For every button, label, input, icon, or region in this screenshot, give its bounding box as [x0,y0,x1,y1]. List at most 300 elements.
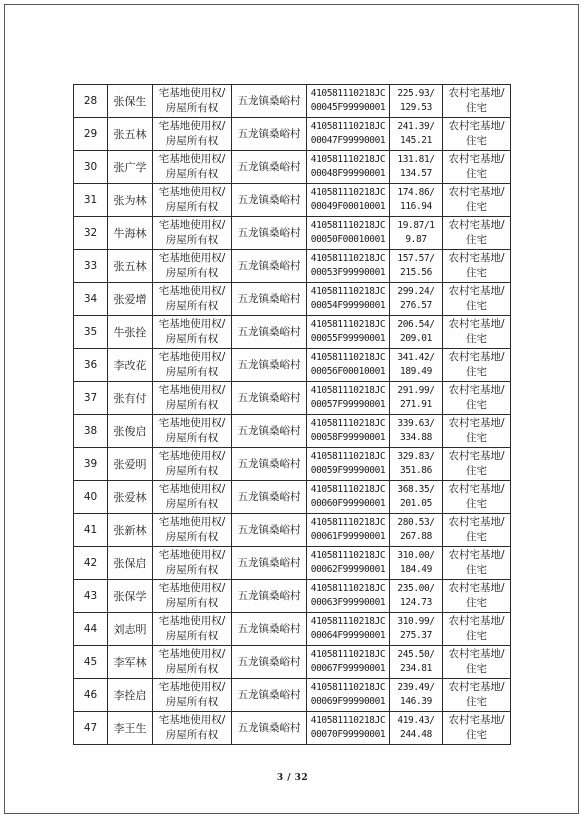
right-type-line-1: 宅基地使用权/ [158,120,226,132]
parcel-code-line-2: 00058F99990001 [310,432,386,443]
row-number-cell: 41 [74,514,108,547]
location-cell: 五龙镇桑峪村 [232,349,307,382]
table-row [74,151,511,184]
owner-name-cell: 李改花 [108,349,153,382]
right-type-cell [153,349,232,382]
area-line-2: 334.88 [400,432,432,443]
row-number-cell: 42 [74,547,108,580]
land-use-line-1: 农村宅基地/ [448,648,505,660]
parcel-code-cell [307,646,390,679]
table-row [74,316,511,349]
area-cell [390,580,443,613]
owner-name-cell: 张保启 [108,547,153,580]
right-type-line-1: 宅基地使用权/ [158,285,226,297]
area-line-1: 239.49/ [397,682,435,693]
row-number-cell: 34 [74,283,108,316]
parcel-code-cell [307,250,390,283]
land-use-cell [443,151,511,184]
right-type-line-1: 宅基地使用权/ [158,615,226,627]
land-use-cell [443,580,511,613]
table-row [74,481,511,514]
right-type-line-2: 房屋所有权 [165,267,219,279]
area-line-2: 184.49 [400,564,432,575]
location-cell: 五龙镇桑峪村 [232,316,307,349]
right-type-line-1: 宅基地使用权/ [158,252,226,264]
right-type-line-1: 宅基地使用权/ [158,714,226,726]
right-type-line-2: 房屋所有权 [165,498,219,510]
right-type-line-2: 房屋所有权 [165,300,219,312]
owner-name-cell: 张新林 [108,514,153,547]
owner-name-cell: 张为林 [108,184,153,217]
land-use-cell [443,118,511,151]
row-number-cell: 38 [74,415,108,448]
right-type-cell [153,316,232,349]
right-type-cell [153,646,232,679]
right-type-line-2: 房屋所有权 [165,135,219,147]
parcel-code-line-1: 410581110218JC [310,682,386,693]
land-use-line-2: 住宅 [466,399,487,411]
right-type-cell [153,547,232,580]
right-type-line-2: 房屋所有权 [165,102,219,114]
right-type-line-1: 宅基地使用权/ [158,153,226,165]
right-type-line-2: 房屋所有权 [165,663,219,675]
parcel-code-line-2: 00061F99990001 [310,531,386,542]
area-line-2: 134.57 [400,168,432,179]
land-use-cell [443,382,511,415]
row-number-cell: 36 [74,349,108,382]
owner-name-cell: 李王生 [108,712,153,745]
owner-name-cell: 张俊启 [108,415,153,448]
parcel-code-line-1: 410581110218JC [310,517,386,528]
area-line-2: 215.56 [400,267,432,278]
area-line-1: 339.63/ [397,418,435,429]
row-number-cell: 30 [74,151,108,184]
parcel-code-cell [307,382,390,415]
row-number-cell: 32 [74,217,108,250]
parcel-code-line-2: 00048F99990001 [310,168,386,179]
area-line-1: 368.35/ [397,484,435,495]
land-use-cell [443,184,511,217]
parcel-code-line-2: 00053F99990001 [310,267,386,278]
right-type-line-2: 房屋所有权 [165,564,219,576]
row-number-cell: 35 [74,316,108,349]
land-use-line-2: 住宅 [466,234,487,246]
owner-name-cell: 张五林 [108,118,153,151]
area-line-1: 310.00/ [397,550,435,561]
row-number-cell: 45 [74,646,108,679]
land-use-line-1: 农村宅基地/ [448,120,505,132]
table-row [74,85,511,118]
area-line-2: 244.48 [400,729,432,740]
land-use-line-1: 农村宅基地/ [448,87,505,99]
parcel-code-cell [307,448,390,481]
land-use-line-1: 农村宅基地/ [448,714,505,726]
area-cell [390,712,443,745]
area-line-2: 267.88 [400,531,432,542]
parcel-code-line-1: 410581110218JC [310,550,386,561]
land-use-cell [443,514,511,547]
right-type-line-1: 宅基地使用权/ [158,186,226,198]
land-use-cell [443,283,511,316]
parcel-code-line-2: 00054F99990001 [310,300,386,311]
land-use-line-1: 农村宅基地/ [448,681,505,693]
owner-name-cell: 张五林 [108,250,153,283]
row-number-cell: 40 [74,481,108,514]
right-type-line-1: 宅基地使用权/ [158,318,226,330]
area-line-2: 116.94 [400,201,432,212]
right-type-line-2: 房屋所有权 [165,597,219,609]
land-use-cell [443,613,511,646]
area-line-1: 131.81/ [397,154,435,165]
parcel-code-cell [307,514,390,547]
land-use-line-1: 农村宅基地/ [448,615,505,627]
land-use-cell [443,679,511,712]
right-type-cell [153,481,232,514]
land-use-line-1: 农村宅基地/ [448,351,505,363]
area-line-1: 19.87/1 [397,220,435,231]
parcel-code-line-2: 00070F99990001 [310,729,386,740]
right-type-cell [153,151,232,184]
land-use-cell [443,217,511,250]
area-cell [390,382,443,415]
right-type-line-2: 房屋所有权 [165,630,219,642]
right-type-line-2: 房屋所有权 [165,201,219,213]
right-type-line-2: 房屋所有权 [165,432,219,444]
table-row [74,382,511,415]
location-cell: 五龙镇桑峪村 [232,580,307,613]
land-use-cell [443,448,511,481]
parcel-code-cell [307,547,390,580]
area-line-1: 280.53/ [397,517,435,528]
table-row [74,514,511,547]
land-use-cell [443,316,511,349]
land-use-line-2: 住宅 [466,531,487,543]
parcel-code-line-1: 410581110218JC [310,418,386,429]
location-cell: 五龙镇桑峪村 [232,679,307,712]
right-type-cell [153,679,232,712]
land-use-cell [443,646,511,679]
right-type-cell [153,415,232,448]
land-use-line-1: 农村宅基地/ [448,219,505,231]
registry-table-body [74,85,511,745]
parcel-code-line-1: 410581110218JC [310,451,386,462]
area-cell [390,349,443,382]
right-type-line-1: 宅基地使用权/ [158,219,226,231]
area-line-2: 351.86 [400,465,432,476]
area-line-1: 329.83/ [397,451,435,462]
row-number-cell: 39 [74,448,108,481]
row-number-cell: 37 [74,382,108,415]
parcel-code-cell [307,283,390,316]
land-use-line-2: 住宅 [466,696,487,708]
area-line-1: 235.00/ [397,583,435,594]
location-cell: 五龙镇桑峪村 [232,151,307,184]
area-cell [390,547,443,580]
table-row [74,547,511,580]
location-cell: 五龙镇桑峪村 [232,613,307,646]
area-line-2: 275.37 [400,630,432,641]
area-line-2: 234.81 [400,663,432,674]
parcel-code-cell [307,217,390,250]
area-line-2: 129.53 [400,102,432,113]
area-line-2: 9.87 [405,234,427,245]
parcel-code-cell [307,712,390,745]
location-cell: 五龙镇桑峪村 [232,283,307,316]
right-type-cell [153,250,232,283]
area-cell [390,646,443,679]
area-cell [390,514,443,547]
area-line-1: 157.57/ [397,253,435,264]
owner-name-cell: 李军林 [108,646,153,679]
owner-name-cell: 牛张拴 [108,316,153,349]
row-number-cell: 31 [74,184,108,217]
land-use-line-1: 农村宅基地/ [448,384,505,396]
land-use-line-1: 农村宅基地/ [448,549,505,561]
land-use-cell [443,349,511,382]
land-use-cell [443,481,511,514]
parcel-code-line-1: 410581110218JC [310,616,386,627]
parcel-code-line-1: 410581110218JC [310,88,386,99]
area-line-1: 206.54/ [397,319,435,330]
area-line-1: 310.99/ [397,616,435,627]
table-row [74,250,511,283]
parcel-code-line-1: 410581110218JC [310,352,386,363]
right-type-line-1: 宅基地使用权/ [158,351,226,363]
row-number-cell: 29 [74,118,108,151]
area-line-2: 124.73 [400,597,432,608]
right-type-line-2: 房屋所有权 [165,465,219,477]
land-use-cell [443,547,511,580]
parcel-code-line-2: 00049F00010001 [310,201,386,212]
parcel-code-line-1: 410581110218JC [310,385,386,396]
right-type-line-2: 房屋所有权 [165,168,219,180]
area-line-1: 299.24/ [397,286,435,297]
row-number-cell: 43 [74,580,108,613]
land-use-cell [443,85,511,118]
table-row [74,184,511,217]
area-cell [390,481,443,514]
area-cell [390,118,443,151]
right-type-line-1: 宅基地使用权/ [158,483,226,495]
owner-name-cell: 张广学 [108,151,153,184]
table-row [74,679,511,712]
location-cell: 五龙镇桑峪村 [232,514,307,547]
row-number-cell: 44 [74,613,108,646]
area-cell [390,250,443,283]
right-type-cell [153,217,232,250]
parcel-code-cell [307,481,390,514]
area-line-1: 241.39/ [397,121,435,132]
right-type-cell [153,85,232,118]
parcel-code-line-1: 410581110218JC [310,319,386,330]
table-row [74,283,511,316]
location-cell: 五龙镇桑峪村 [232,184,307,217]
parcel-code-line-2: 00050F00010001 [310,234,386,245]
parcel-code-line-2: 00067F99990001 [310,663,386,674]
right-type-cell [153,118,232,151]
land-use-cell [443,250,511,283]
page-number: 3 / 32 [276,773,309,783]
right-type-line-1: 宅基地使用权/ [158,516,226,528]
land-use-line-1: 农村宅基地/ [448,417,505,429]
table-row [74,349,511,382]
land-use-line-2: 住宅 [466,663,487,675]
land-use-line-2: 住宅 [466,465,487,477]
land-use-line-2: 住宅 [466,267,487,279]
right-type-cell [153,184,232,217]
location-cell: 五龙镇桑峪村 [232,646,307,679]
owner-name-cell: 张爱增 [108,283,153,316]
parcel-code-line-2: 00064F99990001 [310,630,386,641]
land-use-cell [443,415,511,448]
table-row [74,118,511,151]
location-cell: 五龙镇桑峪村 [232,382,307,415]
land-use-line-1: 农村宅基地/ [448,483,505,495]
land-use-line-2: 住宅 [466,300,487,312]
location-cell: 五龙镇桑峪村 [232,415,307,448]
right-type-line-2: 房屋所有权 [165,696,219,708]
area-cell [390,283,443,316]
land-use-line-1: 农村宅基地/ [448,516,505,528]
parcel-code-line-2: 00063F99990001 [310,597,386,608]
right-type-line-2: 房屋所有权 [165,366,219,378]
area-line-2: 145.21 [400,135,432,146]
parcel-code-cell [307,151,390,184]
location-cell: 五龙镇桑峪村 [232,481,307,514]
location-cell: 五龙镇桑峪村 [232,712,307,745]
table-row [74,712,511,745]
right-type-line-1: 宅基地使用权/ [158,582,226,594]
land-use-line-1: 农村宅基地/ [448,285,505,297]
owner-name-cell: 张爱林 [108,481,153,514]
right-type-line-1: 宅基地使用权/ [158,549,226,561]
parcel-code-cell [307,85,390,118]
land-use-line-2: 住宅 [466,135,487,147]
owner-name-cell: 刘志明 [108,613,153,646]
parcel-code-line-1: 410581110218JC [310,649,386,660]
right-type-cell [153,382,232,415]
right-type-cell [153,448,232,481]
table-row [74,448,511,481]
area-cell [390,151,443,184]
right-type-line-2: 房屋所有权 [165,399,219,411]
right-type-cell [153,283,232,316]
right-type-line-1: 宅基地使用权/ [158,87,226,99]
parcel-code-line-1: 410581110218JC [310,484,386,495]
parcel-code-cell [307,118,390,151]
parcel-code-line-1: 410581110218JC [310,121,386,132]
land-use-line-2: 住宅 [466,201,487,213]
parcel-code-line-1: 410581110218JC [310,154,386,165]
table-row [74,613,511,646]
right-type-line-1: 宅基地使用权/ [158,681,226,693]
land-use-line-1: 农村宅基地/ [448,318,505,330]
land-use-line-1: 农村宅基地/ [448,582,505,594]
row-number-cell: 46 [74,679,108,712]
parcel-code-line-2: 00056F00010001 [310,366,386,377]
row-number-cell: 28 [74,85,108,118]
owner-name-cell: 张保生 [108,85,153,118]
owner-name-cell: 张爱明 [108,448,153,481]
parcel-code-cell [307,415,390,448]
parcel-code-cell [307,316,390,349]
area-line-2: 276.57 [400,300,432,311]
right-type-line-1: 宅基地使用权/ [158,648,226,660]
parcel-code-line-2: 00069F99990001 [310,696,386,707]
parcel-code-line-2: 00057F99990001 [310,399,386,410]
area-cell [390,316,443,349]
land-use-line-1: 农村宅基地/ [448,186,505,198]
parcel-code-line-1: 410581110218JC [310,715,386,726]
parcel-code-cell [307,184,390,217]
parcel-code-line-1: 410581110218JC [310,253,386,264]
parcel-code-line-2: 00059F99990001 [310,465,386,476]
parcel-code-line-2: 00062F99990001 [310,564,386,575]
right-type-cell [153,613,232,646]
parcel-code-line-2: 00060F99990001 [310,498,386,509]
location-cell: 五龙镇桑峪村 [232,547,307,580]
land-use-line-2: 住宅 [466,498,487,510]
row-number-cell: 47 [74,712,108,745]
area-cell [390,448,443,481]
location-cell: 五龙镇桑峪村 [232,118,307,151]
right-type-line-2: 房屋所有权 [165,729,219,741]
area-line-2: 209.01 [400,333,432,344]
right-type-line-2: 房屋所有权 [165,333,219,345]
area-cell [390,679,443,712]
land-use-line-2: 住宅 [466,729,487,741]
land-use-line-2: 住宅 [466,432,487,444]
table-row [74,217,511,250]
parcel-code-line-1: 410581110218JC [310,286,386,297]
right-type-line-1: 宅基地使用权/ [158,450,226,462]
land-use-line-1: 农村宅基地/ [448,153,505,165]
land-use-line-2: 住宅 [466,333,487,345]
parcel-code-cell [307,679,390,712]
parcel-code-line-1: 410581110218JC [310,583,386,594]
area-line-2: 146.39 [400,696,432,707]
table-row [74,646,511,679]
land-use-line-2: 住宅 [466,366,487,378]
row-number-cell: 33 [74,250,108,283]
parcel-code-line-2: 00045F99990001 [310,102,386,113]
land-use-line-2: 住宅 [466,630,487,642]
area-line-2: 189.49 [400,366,432,377]
owner-name-cell: 张保学 [108,580,153,613]
land-use-line-1: 农村宅基地/ [448,450,505,462]
parcel-code-line-1: 410581110218JC [310,187,386,198]
parcel-code-cell [307,349,390,382]
right-type-cell [153,514,232,547]
area-line-2: 271.91 [400,399,432,410]
area-line-1: 291.99/ [397,385,435,396]
land-use-line-2: 住宅 [466,597,487,609]
parcel-code-cell [307,613,390,646]
right-type-line-2: 房屋所有权 [165,234,219,246]
location-cell: 五龙镇桑峪村 [232,217,307,250]
area-line-1: 245.50/ [397,649,435,660]
land-use-line-2: 住宅 [466,564,487,576]
area-line-1: 174.86/ [397,187,435,198]
registry-table [73,84,511,745]
area-line-1: 419.43/ [397,715,435,726]
area-cell [390,184,443,217]
parcel-code-cell [307,580,390,613]
land-use-line-2: 住宅 [466,168,487,180]
owner-name-cell: 李拴启 [108,679,153,712]
land-use-cell [443,712,511,745]
location-cell: 五龙镇桑峪村 [232,250,307,283]
